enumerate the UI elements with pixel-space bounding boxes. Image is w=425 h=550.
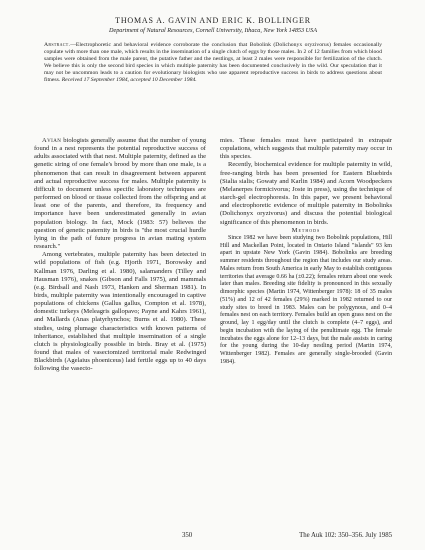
biochemical-paragraph: Recently, biochemical evidence for multiple paternity in wild, free-ranging birds has been presented for Eastern Bluebirds (Sialia sialis; Gowaty and Karlin 1984) and Acorn Woodpeckers (Melanerpes formicivorus; Joste in press), using the technique of starch-gel electrophoresis. In this paper, we present behavioral and electrophoretic evidence of multiple paternity in Bobolinks (Dolichonyx oryzivorus) and discuss the potential biological significance of this phenomenon in birds. bbox=[220, 161, 392, 226]
abstract-text: —Electrophoretic and behavioral evidence corroborate the conclusion that Bobolink (Dolichonyx oryzivorus) females occasionally copulate with more than one male, which results in the insemination of a single clutch of eggs by those males. In 2 of 12 families from which blood samples were obtained from the male parent, the putative father and the nestlings, at least 2 males were responsible for fertilization of the clutch. We believe this is only the second bird species in which multiple paternity has been documented conclusively in the wild. Our speculation that it may not be uncommon leads to a caution for evolutionary biologists who use apparent reproductive success in birds to address questions about fitness. bbox=[44, 42, 382, 84]
abstract-label: Abstract. bbox=[44, 42, 71, 48]
vertebrates-paragraph: Among vertebrates, multiple paternity has been detected in wild populations of fish (e.g. Hjorth 1971, Borowsky and Kallman 1976, Darling et al. 1980), salamanders (Tilley and Hausman 1976), snakes (Gibson and Falls 1975), and mammals (e.g. Birdsall and Nash 1973, Hanken and Sherman 1981). In birds, multiple paternity was intentionally encouraged in captive populations of chickens (Gallus gallus, Compton et al. 1978), domestic turkeys (Meleagris gallopavo; Payne and Kahrs 1961), and Mallards (Anas platyrhynchos; Burns et al. 1980). These studies, using plumage characteristics with known patterns of inheritance, established that multiple insemination of a single clutch is physiologically possible in birds. Bray et al. (1975) found that males of vasectomized territorial male Redwinged Blackbirds (Agelaius phoeniceus) laid fertile eggs up to 40 days following the vasecto- bbox=[34, 251, 206, 373]
left-column bbox=[34, 137, 206, 520]
abstract-block bbox=[44, 42, 382, 127]
continued-paragraph: mies. These females must have participated in extrapair copulations, which suggests that multiple paternity may occur in this species. bbox=[220, 137, 392, 161]
methods-paragraph: Since 1982 we have been studying two Bobolink populations, Hill Hill and Mackellan Point, located in Ontario Island "islands" 93 km apart in upstate New York (Gavin 1984). Bobolinks are breeding summer residents throughout the region that includes our study areas. Males return from South America in early May to establish contiguous territories that average 0.66 ha (±0.22); females return about one week later than males. Breeding site fidelity is pronounced in this sexually dimorphic species (Martin 1974, Wittenberger 1978): 18 of 35 males (51%) and 12 of 42 females (29%) marked in 1982 returned to our study sites to breed in 1983. Males can be polygynous, and 0–4 females nest on each territory. Females build an open grass nest on the ground, lay 1 egg/day until the clutch is complete (4–7 eggs), and begin incubation with the laying of the penultimate egg. The female incubates the eggs alone for 12–13 days, but the male assists in caring for the young during the 10-day nestling period (Martin 1974, Wittenberger 1982). Females are generally single-brooded (Gavin 1984). bbox=[220, 234, 392, 365]
authors-line: THOMAS A. GAVIN AND ERIC K. BOLLINGER bbox=[115, 16, 311, 25]
article-page bbox=[34, 16, 392, 536]
journal-citation: The Auk 102: 350–356. July 1985 bbox=[299, 532, 392, 539]
right-column bbox=[220, 137, 392, 520]
intro-paragraph bbox=[34, 137, 206, 251]
received-dates: Received 17 September 1984, accepted 10 December 1984. bbox=[61, 77, 197, 84]
page-number: 350 bbox=[182, 532, 193, 539]
methods-heading: Methods bbox=[291, 226, 321, 234]
intro-lead-word: Avian bbox=[42, 137, 62, 144]
affiliation-line: Department of Natural Resources, Cornell University, Ithaca, New York 14853 USA bbox=[108, 27, 317, 34]
page-footer bbox=[34, 531, 392, 541]
intro-paragraph-text: biologists generally assume that the number of young found in a nest represents the potential reproductive success of adults associated with that nest. Multiple paternity, defined as the genetic siring of one female's brood by more than one male, is a phenomenon that can result in disagreement between apparent and actual reproductive success for males. Multiple paternity is difficult to document unless specific laboratory techniques are performed on blood or tissue collected from the offspring and at least one of the parents, and therefore, its frequency and importance have been underestimated generally in avian population biology. In fact, Mock (1983: 57) believes the question of genetic paternity in birds is "the most crucial hurdle lying in the path of future progress in avian mating system research." bbox=[34, 137, 206, 251]
body-columns bbox=[34, 137, 392, 520]
